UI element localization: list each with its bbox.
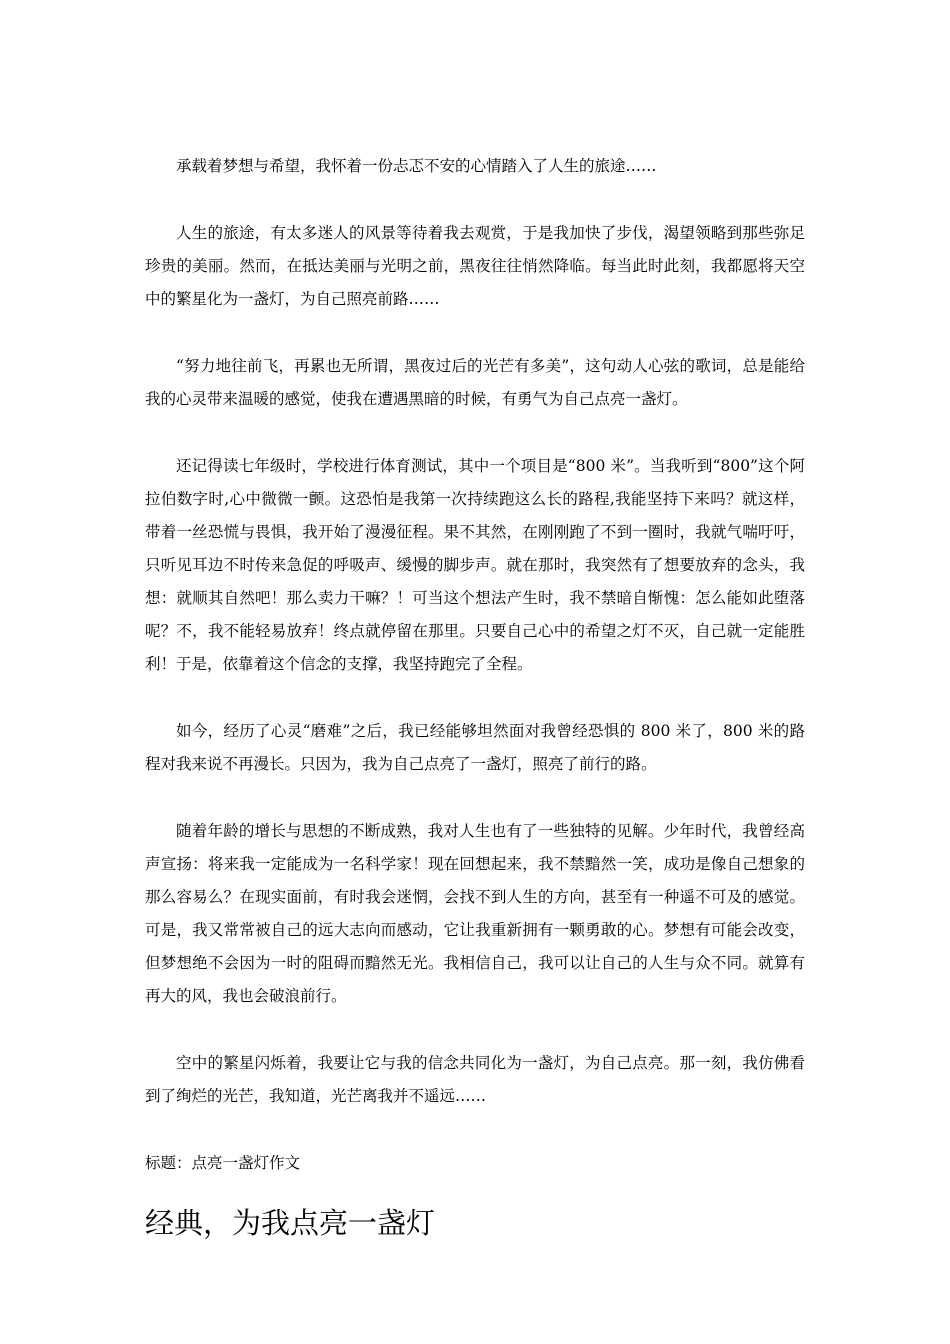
title-label: 标题：点亮一盏灯作文 [145,1154,301,1172]
document-body [145,150,805,1248]
section-heading: 经典，为我点亮一盏灯 [145,1206,436,1240]
paragraph-3: “努力地往前飞，再累也无所谓，黑夜过后的光芒有多美”，这句动人心弦的歌词，总是能给我的心灵带来温暖的感觉，使我在遭遇黑暗的时候，有勇气为自己点亮一盏灯。 [145,357,805,408]
paragraph-2: 人生的旅途，有太多迷人的风景等待着我去观赏，于是我加快了步伐，渴望领略到那些弥足珍贵的美丽。然而，在抵达美丽与光明之前，黑夜往往悄然降临。每当此时此刻，我都愿将天空中的繁星化为一盏灯，为自己照亮前路…… [145,224,805,308]
paragraph-6: 随着年龄的增长与思想的不断成熟，我对人生也有了一些独特的见解。少年时代，我曾经高声宣扬：将来我一定能成为一名科学家！现在回想起来，我不禁黯然一笑，成功是像自己想象的那么容易么？在现实面前，有时我会迷惘，会找不到人生的方向，甚至有一种遥不可及的感觉。可是，我又常常被自己的远大志向而感动，它让我重新拥有一颗勇敢的心。梦想有可能会改变，但梦想绝不会因为一时的阻碍而黯然无光。我相信自己，我可以让自己的人生与众不同。就算有再大的风，我也会破浪前行。 [145,822,805,1005]
paragraph-4: 还记得读七年级时，学校进行体育测试，其中一个项目是“800 米”。当我听到“800”这个阿拉伯数字时,心中微微一颤。这恐怕是我第一次持续跑这么长的路程,我能坚持下来吗？就这样，带着一丝恐慌与畏惧，我开始了漫漫征程。果不其然，在刚刚跑了不到一圈时，我就气喘吁吁，只听见耳边不时传来急促的呼吸声、缓慢的脚步声。就在那时，我突然有了想要放弃的念头，我想：就顺其自然吧！那么卖力干嘛？！可当这个想法产生时，我不禁暗自惭愧：怎么能如此堕落呢？不，我不能轻易放弃！终点就停留在那里。只要自己心中的希望之灯不灭，自己就一定能胜利！于是，依靠着这个信念的支撑，我坚持跑完了全程。 [145,457,805,673]
paragraph-1: 承载着梦想与希望，我怀着一份忐忑不安的心情踏入了人生的旅途…… [176,157,657,175]
paragraph-5: 如今，经历了心灵“磨难”之后，我已经能够坦然面对我曾经恐惧的 800 米了，800 米的路程对我来说不再漫长。只因为，我为自己点亮了一盏灯，照亮了前行的路。 [145,722,805,773]
paragraph-7: 空中的繁星闪烁着，我要让它与我的信念共同化为一盏灯，为自己点亮。那一刻，我仿佛看到了绚烂的光芒，我知道，光芒离我并不遥远…… [145,1054,805,1105]
